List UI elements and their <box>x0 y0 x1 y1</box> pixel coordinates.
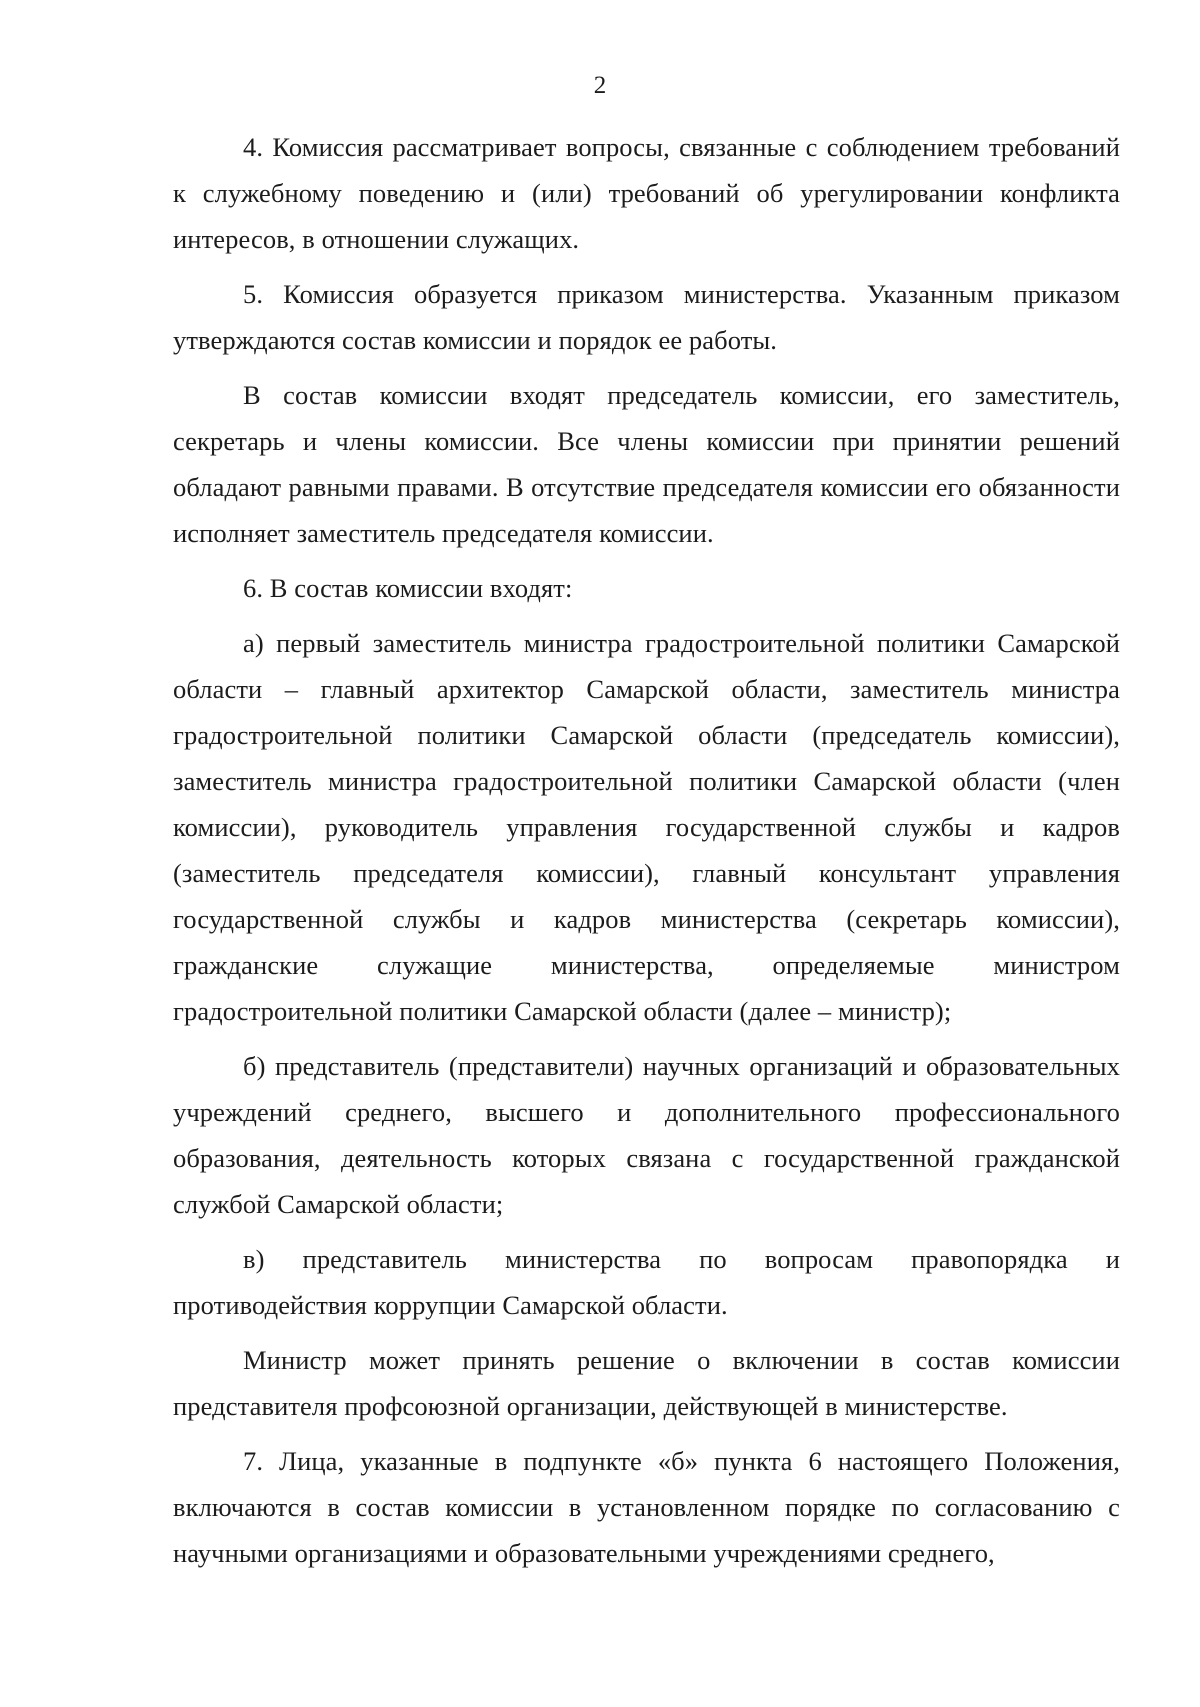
paragraph-commission-composition: В состав комиссии входят председатель комиссии, его заместитель, секретарь и члены комиссии. Все члены комиссии при принятии решений обладают равными правами. В отсутствие председателя комиссии его обязанности исполняет заместитель председателя комиссии. <box>173 380 1120 548</box>
paragraph-item-5: 5. Комиссия образуется приказом министерства. Указанным приказом утверждаются состав комиссии и порядок ее работы. <box>173 279 1120 355</box>
paragraph-minister-decision: Министр может принять решение о включении в состав комиссии представителя профсоюзной организации, действующей в министерстве. <box>173 1345 1120 1421</box>
paragraph-subitem-v: в) представитель министерства по вопросам правопорядка и противодействия коррупции Самарской области. <box>173 1244 1120 1320</box>
paragraph-subitem-b: б) представитель (представители) научных организаций и образовательных учреждений среднего, высшего и дополнительного профессионального образования, деятельность которых связана с государственной гражданской службой Самарской области; <box>173 1051 1120 1219</box>
paragraph-item-6: 6. В состав комиссии входят: <box>243 573 573 603</box>
page-number: 2 <box>593 72 607 99</box>
paragraph-subitem-a: а) первый заместитель министра градостроительной политики Самарской области – главный архитектор Самарской области, заместитель министра градостроительной политики Самарской области (председатель комиссии), заместитель министра градостроительной политики Самарской области (член комиссии), руководитель управления государственной службы и кадров (заместитель председателя комиссии), главный консультант управления государственной службы и кадров министерства (секретарь комиссии), гражданские служащие министерства, определяемые министром градостроительной политики Самарской области (далее – министр); <box>173 628 1120 1026</box>
document-body <box>173 124 1120 1585</box>
paragraph-item-4: 4. Комиссия рассматривает вопросы, связанные с соблюдением требований к служебному поведению и (или) требований об урегулировании конфликта интересов, в отношении служащих. <box>173 132 1120 254</box>
paragraph-item-7: 7. Лица, указанные в подпункте «б» пункта 6 настоящего Положения, включаются в состав комиссии в установленном порядке по согласованию с научными организациями и образовательными учреждениями среднего, <box>173 1446 1120 1568</box>
